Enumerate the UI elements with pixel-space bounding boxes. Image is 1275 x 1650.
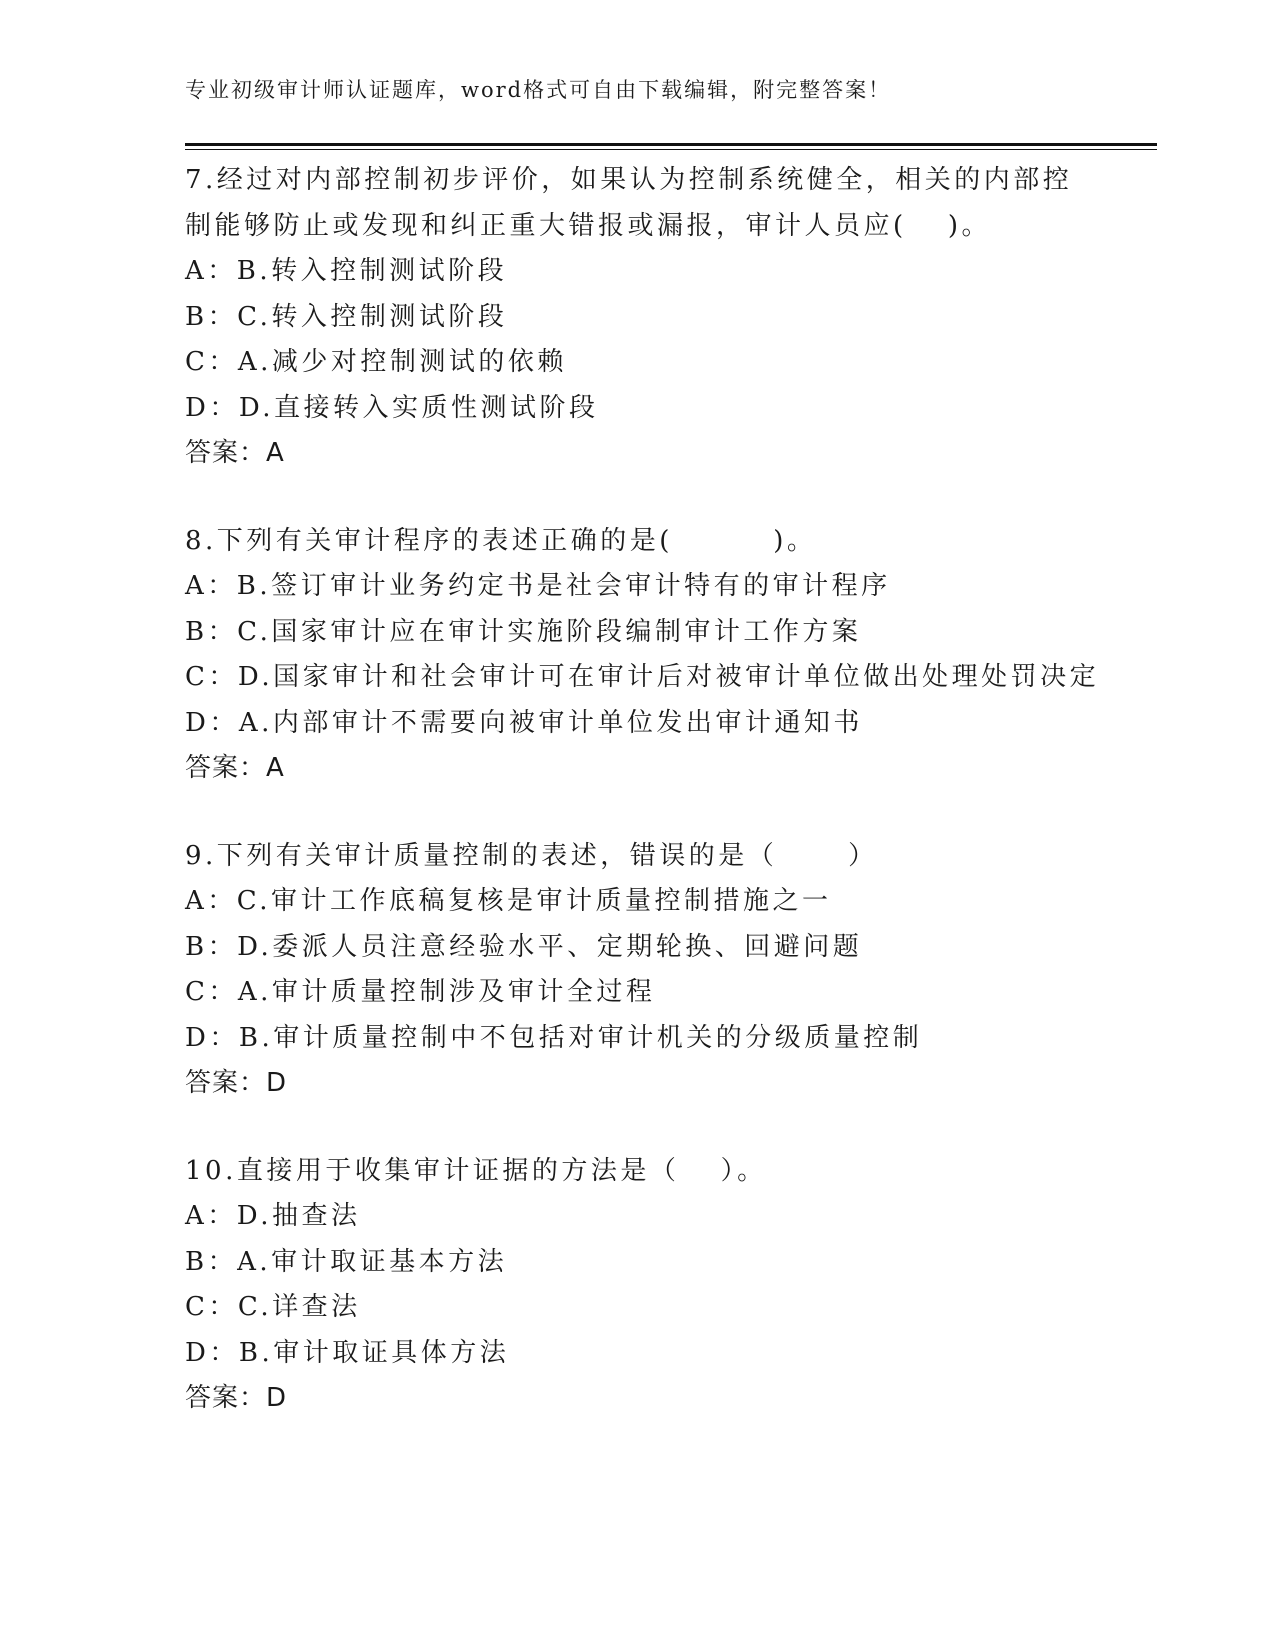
option-d: D：B.审计取证具体方法 — [185, 1337, 510, 1368]
question-7 — [185, 158, 1085, 477]
header-note: 专业初级审计师认证题库，word格式可自由下载编辑，附完整答案！ — [185, 78, 892, 102]
answer: 答案：D — [185, 1068, 288, 1098]
option-a: A：B.签订审计业务约定书是社会审计特有的审计程序 — [185, 571, 891, 601]
option-d: D：A.内部审计不需要向被审计单位发出审计通知书 — [185, 707, 863, 738]
option-c: C：C.详查法 — [185, 1292, 361, 1322]
option-b: B：C.国家审计应在审计实施阶段编制审计工作方案 — [185, 616, 862, 647]
answer: 答案：A — [185, 438, 285, 468]
question-list — [185, 158, 1100, 1422]
answer: 答案：D — [185, 1383, 288, 1413]
option-d: D：D.直接转入实质性测试阶段 — [185, 392, 599, 423]
option-c: C：D.国家审计和社会审计可在审计后对被审计单位做出处理处罚决定 — [185, 662, 1100, 692]
option-b: B：A.审计取证基本方法 — [185, 1246, 508, 1277]
question-stem: 制能够防止或发现和纠正重大错报或漏报，审计人员应( )。 — [185, 210, 992, 241]
question-stem: 8.下列有关审计程序的表述正确的是( )。 — [185, 525, 817, 556]
option-a: A：B.转入控制测试阶段 — [185, 256, 508, 286]
option-a: A：D.抽查法 — [185, 1201, 361, 1231]
question-stem: 7.经过对内部控制初步评价，如果认为控制系统健全，相关的内部控 — [185, 165, 1073, 195]
option-d: D：B.审计质量控制中不包括对审计机关的分级质量控制 — [185, 1022, 923, 1053]
question-9 — [185, 834, 1085, 1107]
question-stem: 9.下列有关审计质量控制的表述，错误的是（ ） — [185, 840, 878, 871]
option-b: B：D.委派人员注意经验水平、定期轮换、回避问题 — [185, 931, 863, 962]
header-rule-thick — [185, 143, 1157, 146]
header-rule-thin — [185, 149, 1157, 150]
question-8 — [185, 519, 1100, 792]
option-b: B：C.转入控制测试阶段 — [185, 301, 508, 332]
answer: 答案：A — [185, 753, 285, 783]
option-c: C：A.审计质量控制涉及审计全过程 — [185, 977, 656, 1007]
question-stem: 10.直接用于收集审计证据的方法是（ ）。 — [185, 1155, 767, 1186]
question-10 — [185, 1149, 1085, 1422]
option-c: C：A.减少对控制测试的依赖 — [185, 347, 567, 377]
option-a: A：C.审计工作底稿复核是审计质量控制措施之一 — [185, 886, 832, 916]
